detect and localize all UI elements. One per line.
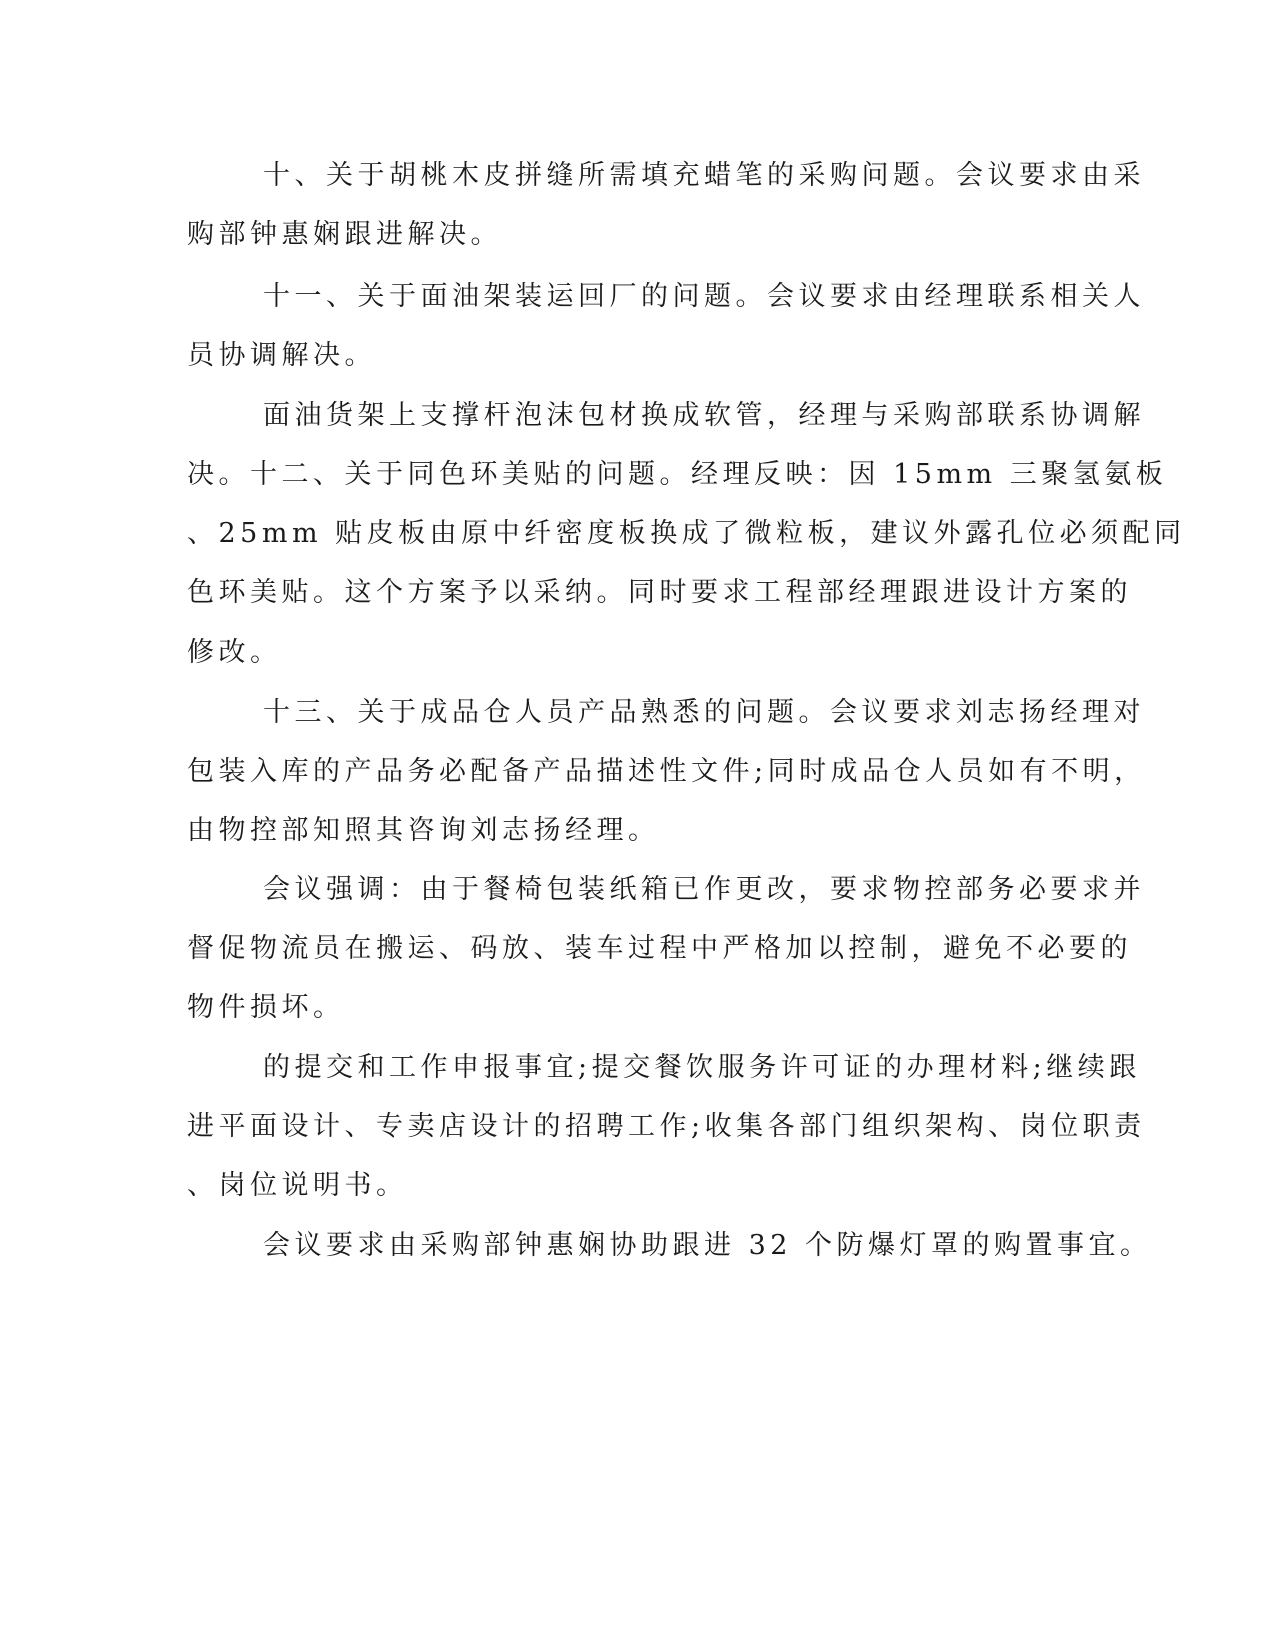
paragraph-1-line-1: 十、关于胡桃木皮拼缝所需填充蜡笔的采购问题。会议要求由采: [263, 160, 1145, 191]
paragraph-5-line-1: 会议强调：由于餐椅包装纸箱已作更改，要求物控部务必要求并: [263, 874, 1145, 905]
paragraph-6-line-1: 的提交和工作申报事宜;提交餐饮服务许可证的办理材料;继续跟: [263, 1052, 1141, 1083]
paragraph-6-line-3: 、岗位说明书。: [187, 1170, 408, 1201]
paragraph-3-line-4: 色环美贴。这个方案予以采纳。同时要求工程部经理跟进设计方案的: [187, 577, 1132, 608]
paragraph-4-line-1: 十三、关于成品仓人员产品熟悉的问题。会议要求刘志扬经理对: [263, 697, 1145, 728]
paragraph-2-line-1: 十一、关于面油架装运回厂的问题。会议要求由经理联系相关人: [263, 281, 1145, 312]
paragraph-7-line-1: 会议要求由采购部钟惠娴协助跟进 32 个防爆灯罩的购置事宜。: [263, 1230, 1152, 1261]
paragraph-1-line-2: 购部钟惠娴跟进解决。: [187, 219, 502, 250]
paragraph-5-line-2: 督促物流员在搬运、码放、装车过程中严格加以控制，避免不必要的: [187, 933, 1132, 964]
paragraph-6-line-2: 进平面设计、专卖店设计的招聘工作;收集各部门组织架构、岗位职责: [187, 1111, 1146, 1142]
paragraph-4-line-3: 由物控部知照其咨询刘志扬经理。: [187, 815, 660, 846]
paragraph-5-line-3: 物件损坏。: [187, 992, 345, 1023]
paragraph-3-line-3: 、25mm 贴皮板由原中纤密度板换成了微粒板，建议外露孔位必须配同: [187, 518, 1186, 549]
paragraph-3-line-1: 面油货架上支撑杆泡沫包材换成软管，经理与采购部联系协调解: [263, 400, 1145, 431]
paragraph-3-line-2: 决。十二、关于同色环美贴的问题。经理反映：因 15mm 三聚氢氨板: [187, 459, 1168, 490]
paragraph-3-line-5: 修改。: [187, 637, 282, 668]
paragraph-2-line-2: 员协调解决。: [187, 340, 376, 371]
paragraph-4-line-2: 包装入库的产品务必配备产品描述性文件;同时成品仓人员如有不明，: [187, 756, 1146, 787]
